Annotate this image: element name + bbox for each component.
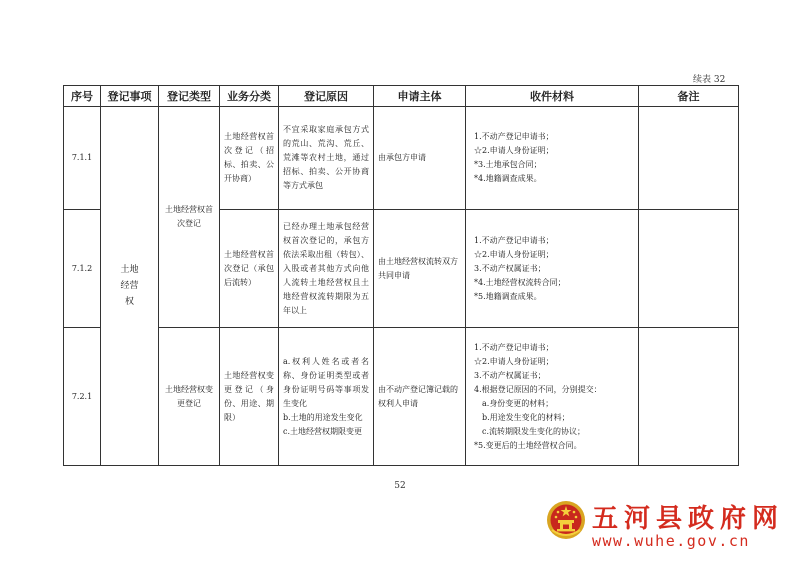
site-watermark [546, 498, 786, 556]
remark-cell [639, 328, 739, 466]
material-item: 1.不动产登记申请书； [474, 235, 554, 245]
materials-cell [466, 210, 639, 328]
header-applicant: 申请主体 [374, 86, 466, 107]
material-item: *5.变更后的土地经营权合同。 [474, 440, 582, 450]
header-row [64, 86, 739, 107]
reason-line: c.土地经营权期限变更 [283, 426, 363, 436]
continued-label: 续表 32 [693, 75, 726, 85]
header-materials: 收件材料 [466, 86, 639, 107]
material-item: ☆2.申请人身份证明； [474, 249, 554, 259]
material-item: 3.不动产权属证书； [474, 370, 546, 380]
header-type: 登记类型 [159, 86, 220, 107]
applicant-cell: 由土地经营权流转双方共同申请 [374, 210, 466, 328]
material-item: 1.不动产登记申请书； [474, 342, 554, 352]
material-item: *5.地籍调查成果。 [474, 291, 542, 301]
material-item: *4.土地经营权流转合同； [474, 277, 566, 287]
type-cell-change: 土地经营权变更登记 [159, 328, 220, 466]
reason-cell: 已经办理土地承包经营权首次登记的，承包方依法采取出租（转包）、入股或者其他方式向他人流转土地经营权且土地经营权流转期限为五年以上 [279, 210, 374, 328]
registration-table [63, 85, 739, 466]
material-subitem: a.身份变更的材料； [482, 398, 554, 408]
watermark-site-name: 五河县政府网 [592, 504, 785, 534]
business-cell: 土地经营权变更登记（身份、用途、期限） [220, 328, 279, 466]
header-reason: 登记原因 [279, 86, 374, 107]
seq-cell: 7.1.2 [64, 210, 101, 328]
table-row [64, 328, 739, 466]
type-cell-first: 土地经营权首次登记 [159, 107, 220, 328]
material-item: ☆2.申请人身份证明； [474, 146, 554, 155]
material-subitem: b.用途发生变化的材料； [482, 412, 570, 422]
item-label: 土地经营权 [120, 265, 139, 307]
material-item: *4.地籍调查成果。 [474, 174, 542, 183]
applicant-cell: 由不动产登记簿记载的权利人申请 [374, 328, 466, 466]
item-cell [101, 107, 159, 466]
reason-cell: 不宜采取家庭承包方式的荒山、荒沟、荒丘、荒滩等农村土地，通过招标、拍卖、公开协商等方式承包 [279, 107, 374, 210]
page-number: 52 [394, 481, 406, 491]
material-item: *3.土地承包合同； [474, 160, 542, 169]
header-remark: 备注 [639, 86, 739, 107]
watermark-site-url: www.wuhe.gov.cn [592, 532, 750, 550]
materials-cell [466, 107, 639, 210]
material-item: ☆2.申请人身份证明； [474, 356, 554, 366]
material-item: 1.不动产登记申请书； [474, 132, 554, 141]
applicant-cell: 由承包方申请 [374, 107, 466, 210]
material-item: 4.根据登记原因的不同，分别提交： [474, 384, 602, 394]
materials-cell [466, 328, 639, 466]
material-subitem: c.流转期限发生变化的协议； [482, 426, 586, 436]
seq-cell: 7.1.1 [64, 107, 101, 210]
remark-cell [639, 107, 739, 210]
national-emblem-icon [546, 500, 586, 540]
header-seq: 序号 [64, 86, 101, 107]
header-business: 业务分类 [220, 86, 279, 107]
reason-line: b.土地的用途发生变化 [283, 412, 363, 422]
business-cell: 土地经营权首次登记（招标、拍卖、公开协商） [220, 107, 279, 210]
material-item: 3.不动产权属证书； [474, 263, 546, 273]
remark-cell [639, 210, 739, 328]
header-item: 登记事项 [101, 86, 159, 107]
reason-cell [279, 328, 374, 466]
seq-cell: 7.2.1 [64, 328, 101, 466]
business-cell: 土地经营权首次登记（承包后流转） [220, 210, 279, 328]
table-row [64, 107, 739, 210]
reason-line: a.权利人姓名或者名称、身份证明类型或者身份证明号码等事项发生变化 [283, 356, 369, 408]
